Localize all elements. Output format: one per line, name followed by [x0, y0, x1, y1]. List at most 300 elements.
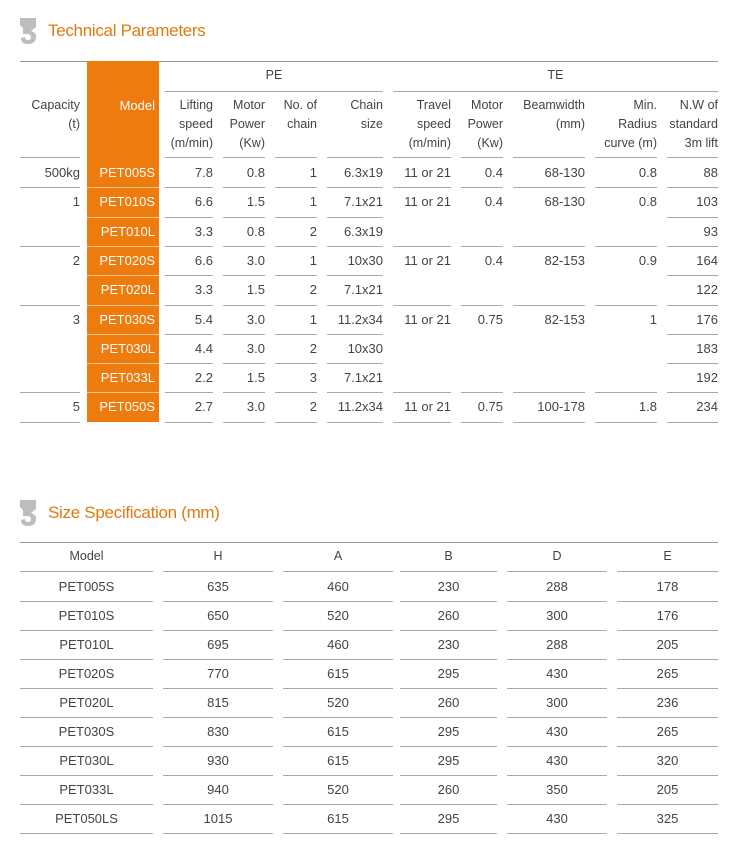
- row-divider: [163, 746, 273, 747]
- row-divider: [400, 746, 497, 747]
- cell-value: 615: [327, 811, 349, 826]
- row-divider: [275, 422, 317, 423]
- cell-value: 288: [546, 637, 568, 652]
- row-divider: [400, 688, 497, 689]
- column-header-pe-motor-power: Motor: [233, 98, 265, 112]
- column-header-te-motor-power: Power: [467, 117, 503, 131]
- cell-model: PET010L: [100, 223, 155, 239]
- model-divider: [87, 334, 159, 335]
- cell-model: PET050S: [99, 399, 155, 415]
- column-header-te-motor-power: (Kw): [477, 136, 503, 150]
- row-divider: [20, 422, 80, 423]
- column-header-min-radius: Min.: [633, 98, 657, 112]
- cell-chain-size: 7.1x21: [343, 194, 383, 210]
- cell-chain-size: 6.3x19: [343, 165, 383, 180]
- cell-model: PET033L: [59, 782, 114, 797]
- column-header-nw: standard: [669, 117, 718, 131]
- cell-value: 265: [656, 724, 679, 739]
- cell-model: PET010S: [99, 194, 155, 210]
- row-divider: [667, 275, 718, 276]
- cell-nw: 192: [696, 370, 718, 386]
- row-divider: [617, 688, 718, 689]
- cell-no-of-chain: 3: [309, 370, 317, 386]
- row-divider: [163, 688, 273, 689]
- cell-chain-size: 10x30: [347, 252, 383, 268]
- cell-chain-size: 7.1x21: [343, 370, 383, 386]
- row-divider: [513, 305, 585, 306]
- cell-model: PET010L: [59, 637, 114, 652]
- cell-value: 350: [546, 782, 568, 797]
- cell-value: 288: [546, 579, 568, 594]
- model-divider: [87, 363, 159, 364]
- cell-pe-motor-power: 3.0: [246, 252, 265, 268]
- row-divider: [667, 422, 718, 423]
- column-header-h: H: [213, 549, 223, 563]
- cell-pe-motor-power: 0.8: [246, 223, 265, 239]
- row-divider: [327, 422, 383, 423]
- row-divider: [163, 833, 273, 834]
- cell-value: 176: [656, 608, 679, 623]
- cell-value: 320: [656, 753, 679, 768]
- group-divider: [393, 91, 718, 92]
- row-divider: [400, 833, 497, 834]
- cell-value: 295: [437, 666, 460, 681]
- row-divider: [165, 217, 213, 218]
- cell-model: PET050LS: [55, 811, 118, 826]
- header-divider: [461, 157, 503, 158]
- row-divider: [275, 363, 317, 364]
- header-divider: [163, 571, 273, 572]
- column-header-travel-speed: (m/min): [408, 136, 451, 150]
- cell-capacity: 500kg: [44, 165, 80, 180]
- cell-nw: 183: [696, 340, 718, 356]
- hook-icon: [18, 18, 38, 44]
- cell-model: PET030S: [58, 724, 115, 739]
- row-divider: [283, 746, 393, 747]
- row-divider: [165, 246, 213, 247]
- header-divider: [20, 571, 153, 572]
- cell-value: 260: [437, 695, 460, 710]
- cell-nw: 93: [703, 223, 718, 239]
- cell-travel-speed: 11 or 21: [404, 165, 451, 180]
- cell-te-motor-power: 0.75: [477, 399, 503, 415]
- cell-lifting-speed: 7.8: [194, 165, 213, 180]
- cell-beamwidth: 68-130: [544, 194, 585, 210]
- row-divider: [223, 217, 265, 218]
- row-divider: [617, 833, 718, 834]
- row-divider: [667, 246, 718, 247]
- row-divider: [507, 775, 607, 776]
- column-header-chain-size: Chain: [350, 98, 383, 112]
- cell-chain-size: 7.1x21: [343, 282, 383, 298]
- column-header-capacity: Capacity: [31, 98, 80, 112]
- header-divider: [400, 571, 497, 572]
- header-divider: [617, 571, 718, 572]
- cell-chain-size: 10x30: [347, 340, 383, 356]
- cell-value: 520: [327, 608, 349, 623]
- cell-value: 325: [656, 811, 679, 826]
- row-divider: [223, 187, 265, 188]
- row-divider: [393, 392, 451, 393]
- row-divider: [283, 688, 393, 689]
- cell-value: 460: [327, 579, 349, 594]
- header-divider: [595, 157, 657, 158]
- cell-min-radius: 0.8: [638, 165, 657, 180]
- cell-chain-size: 11.2x34: [337, 399, 383, 415]
- cell-value: 770: [207, 666, 229, 681]
- row-divider: [223, 305, 265, 306]
- cell-travel-speed: 11 or 21: [404, 194, 451, 210]
- column-header-min-radius: curve (m): [604, 136, 657, 150]
- cell-capacity: 1: [72, 194, 80, 210]
- column-header-b: B: [444, 549, 453, 563]
- header-divider: [507, 571, 607, 572]
- row-divider: [617, 775, 718, 776]
- cell-value: 260: [437, 608, 460, 623]
- model-divider: [87, 392, 159, 393]
- row-divider: [595, 392, 657, 393]
- row-divider: [165, 305, 213, 306]
- header-divider: [513, 157, 585, 158]
- technical-parameters-heading: [18, 18, 205, 44]
- row-divider: [507, 717, 607, 718]
- cell-value: 815: [207, 695, 229, 710]
- cell-value: 295: [437, 753, 460, 768]
- cell-pe-motor-power: 3.0: [246, 340, 265, 356]
- row-divider: [163, 775, 273, 776]
- row-divider: [461, 246, 503, 247]
- row-divider: [283, 833, 393, 834]
- header-divider: [667, 157, 718, 158]
- row-divider: [20, 601, 153, 602]
- cell-lifting-speed: 4.4: [194, 340, 213, 356]
- row-divider: [223, 246, 265, 247]
- cell-model: PET010S: [58, 608, 115, 623]
- column-header-lifting-speed: speed: [178, 117, 213, 131]
- column-header-min-radius: Radius: [618, 117, 657, 131]
- row-divider: [20, 187, 80, 188]
- row-divider: [393, 187, 451, 188]
- row-divider: [275, 246, 317, 247]
- row-divider: [165, 392, 213, 393]
- column-header-nw: 3m lift: [684, 136, 718, 150]
- row-divider: [163, 717, 273, 718]
- row-divider: [507, 630, 607, 631]
- cell-beamwidth: 68-130: [544, 165, 585, 180]
- row-divider: [20, 717, 153, 718]
- row-divider: [165, 275, 213, 276]
- cell-value: 615: [327, 666, 349, 681]
- cell-value: 430: [546, 753, 568, 768]
- row-divider: [283, 601, 393, 602]
- cell-lifting-speed: 3.3: [194, 282, 213, 298]
- column-header-pe-motor-power: Power: [229, 117, 265, 131]
- row-divider: [20, 833, 153, 834]
- row-divider: [513, 392, 585, 393]
- cell-value: 205: [656, 637, 679, 652]
- row-divider: [163, 659, 273, 660]
- row-divider: [327, 363, 383, 364]
- row-divider: [617, 601, 718, 602]
- cell-pe-motor-power: 1.5: [246, 370, 265, 386]
- size-specification-heading: [18, 500, 220, 526]
- cell-value: 615: [327, 724, 349, 739]
- row-divider: [507, 688, 607, 689]
- cell-pe-motor-power: 1.5: [246, 282, 265, 298]
- row-divider: [461, 422, 503, 423]
- column-header-a: A: [333, 549, 343, 563]
- cell-nw: 176: [696, 311, 718, 327]
- row-divider: [275, 217, 317, 218]
- cell-value: 265: [656, 666, 679, 681]
- row-divider: [283, 717, 393, 718]
- row-divider: [617, 717, 718, 718]
- cell-model: PET020L: [59, 695, 114, 710]
- model-divider: [87, 246, 159, 247]
- cell-beamwidth: 82-153: [544, 311, 585, 327]
- cell-value: 635: [207, 579, 229, 594]
- row-divider: [283, 775, 393, 776]
- row-divider: [393, 246, 451, 247]
- cell-model: PET005S: [58, 579, 115, 594]
- cell-model: PET030S: [99, 311, 155, 327]
- column-header-no-of-chain: No. of: [283, 98, 317, 112]
- cell-pe-motor-power: 3.0: [246, 399, 265, 415]
- cell-value: 430: [546, 724, 568, 739]
- row-divider: [667, 305, 718, 306]
- row-divider: [400, 630, 497, 631]
- cell-te-motor-power: 0.4: [484, 165, 503, 180]
- row-divider: [617, 659, 718, 660]
- header-divider: [165, 157, 213, 158]
- row-divider: [223, 334, 265, 335]
- cell-value: 260: [437, 782, 460, 797]
- cell-value: 695: [207, 637, 229, 652]
- cell-value: 615: [327, 753, 349, 768]
- cell-no-of-chain: 2: [309, 340, 317, 356]
- row-divider: [20, 305, 80, 306]
- column-header-chain-size: size: [360, 117, 383, 131]
- row-divider: [595, 305, 657, 306]
- row-divider: [223, 275, 265, 276]
- row-divider: [20, 630, 153, 631]
- cell-value: 236: [656, 695, 679, 710]
- cell-value: 430: [546, 811, 568, 826]
- header-divider: [275, 157, 317, 158]
- hook-icon: [18, 500, 38, 526]
- cell-value: 430: [546, 666, 568, 681]
- cell-value: 230: [437, 579, 460, 594]
- cell-lifting-speed: 6.6: [194, 252, 213, 268]
- cell-model: PET020L: [100, 282, 155, 298]
- cell-min-radius: 0.9: [638, 252, 657, 268]
- cell-capacity: 5: [72, 399, 80, 415]
- row-divider: [20, 688, 153, 689]
- row-divider: [327, 305, 383, 306]
- row-divider: [223, 422, 265, 423]
- row-divider: [163, 630, 273, 631]
- column-header-beamwidth: Beamwidth: [523, 98, 585, 112]
- row-divider: [275, 305, 317, 306]
- section-title: Size Specification (mm): [48, 503, 220, 522]
- row-divider: [283, 804, 393, 805]
- cell-no-of-chain: 1: [309, 165, 317, 180]
- row-divider: [165, 422, 213, 423]
- column-header-nw: N.W of: [679, 98, 718, 112]
- cell-no-of-chain: 1: [309, 252, 317, 268]
- cell-value: 1015: [203, 811, 233, 826]
- cell-value: 295: [437, 724, 460, 739]
- model-divider: [87, 187, 159, 188]
- cell-pe-motor-power: 1.5: [246, 194, 265, 210]
- row-divider: [507, 601, 607, 602]
- cell-nw: 122: [696, 282, 718, 298]
- column-header-beamwidth: (mm): [555, 117, 585, 131]
- cell-model: PET033L: [100, 370, 155, 386]
- cell-value: 930: [207, 753, 229, 768]
- cell-beamwidth: 82-153: [544, 252, 585, 268]
- row-divider: [165, 334, 213, 335]
- row-divider: [667, 334, 718, 335]
- table-top-border: [20, 542, 718, 543]
- group-header-te: TE: [547, 68, 564, 82]
- cell-no-of-chain: 2: [309, 399, 317, 415]
- row-divider: [327, 217, 383, 218]
- cell-travel-speed: 11 or 21: [404, 252, 451, 268]
- cell-chain-size: 6.3x19: [343, 223, 383, 239]
- cell-lifting-speed: 3.3: [194, 223, 213, 239]
- row-divider: [513, 246, 585, 247]
- cell-value: 940: [207, 782, 229, 797]
- cell-nw: 103: [696, 194, 718, 210]
- column-header-travel-speed: speed: [416, 117, 451, 131]
- column-header-d: D: [552, 549, 562, 563]
- row-divider: [20, 659, 153, 660]
- group-divider: [165, 91, 383, 92]
- row-divider: [400, 717, 497, 718]
- cell-beamwidth: 100-178: [537, 399, 585, 415]
- cell-travel-speed: 11 or 21: [404, 311, 451, 327]
- row-divider: [223, 363, 265, 364]
- cell-chain-size: 11.2x34: [337, 311, 383, 327]
- row-divider: [617, 804, 718, 805]
- row-divider: [275, 334, 317, 335]
- row-divider: [507, 833, 607, 834]
- column-header-e: E: [663, 549, 672, 563]
- row-divider: [667, 217, 718, 218]
- model-column-highlight: [87, 61, 159, 422]
- column-header-te-motor-power: Motor: [471, 98, 503, 112]
- row-divider: [461, 187, 503, 188]
- cell-nw: 234: [696, 399, 718, 415]
- cell-value: 300: [546, 695, 568, 710]
- row-divider: [275, 392, 317, 393]
- cell-model: PET020S: [58, 666, 115, 681]
- model-divider: [87, 305, 159, 306]
- cell-travel-speed: 11 or 21: [404, 399, 451, 415]
- cell-model: PET005S: [99, 165, 155, 180]
- row-divider: [513, 422, 585, 423]
- cell-value: 830: [207, 724, 229, 739]
- row-divider: [667, 187, 718, 188]
- row-divider: [667, 392, 718, 393]
- row-divider: [327, 392, 383, 393]
- row-divider: [595, 246, 657, 247]
- row-divider: [507, 804, 607, 805]
- row-divider: [163, 804, 273, 805]
- column-header-lifting-speed: Lifting: [179, 98, 213, 112]
- cell-value: 295: [437, 811, 460, 826]
- row-divider: [400, 601, 497, 602]
- row-divider: [393, 422, 451, 423]
- row-divider: [165, 363, 213, 364]
- row-divider: [20, 804, 153, 805]
- cell-value: 178: [656, 579, 679, 594]
- row-divider: [223, 392, 265, 393]
- header-divider: [20, 157, 80, 158]
- cell-value: 230: [437, 637, 460, 652]
- row-divider: [595, 187, 657, 188]
- cell-no-of-chain: 2: [309, 223, 317, 239]
- column-header-travel-speed: Travel: [416, 98, 451, 112]
- cell-lifting-speed: 2.7: [194, 399, 213, 415]
- cell-no-of-chain: 1: [309, 311, 317, 327]
- cell-te-motor-power: 0.75: [477, 311, 503, 327]
- row-divider: [393, 305, 451, 306]
- cell-model: PET030L: [59, 753, 114, 768]
- cell-nw: 164: [696, 252, 718, 268]
- cell-value: 460: [327, 637, 349, 652]
- cell-te-motor-power: 0.4: [484, 252, 503, 268]
- cell-capacity: 3: [72, 311, 80, 327]
- row-divider: [327, 275, 383, 276]
- cell-min-radius: 0.8: [638, 194, 657, 210]
- header-divider: [283, 571, 393, 572]
- row-divider: [327, 334, 383, 335]
- cell-value: 650: [207, 608, 229, 623]
- cell-value: 205: [656, 782, 679, 797]
- column-header-model: Model: [119, 98, 155, 113]
- row-divider: [507, 659, 607, 660]
- row-divider: [20, 246, 80, 247]
- cell-te-motor-power: 0.4: [484, 194, 503, 210]
- row-divider: [617, 630, 718, 631]
- row-divider: [275, 275, 317, 276]
- cell-lifting-speed: 5.4: [194, 311, 213, 327]
- cell-pe-motor-power: 0.8: [246, 165, 265, 180]
- row-divider: [20, 775, 153, 776]
- row-divider: [507, 746, 607, 747]
- row-divider: [400, 775, 497, 776]
- cell-no-of-chain: 2: [309, 282, 317, 298]
- column-header-model: Model: [69, 549, 104, 563]
- header-divider: [327, 157, 383, 158]
- cell-min-radius: 1: [649, 311, 657, 327]
- column-header-no-of-chain: chain: [287, 117, 317, 131]
- row-divider: [163, 601, 273, 602]
- header-divider: [223, 157, 265, 158]
- row-divider: [461, 305, 503, 306]
- model-divider: [87, 217, 159, 218]
- cell-model: PET030L: [100, 340, 155, 356]
- row-divider: [513, 187, 585, 188]
- cell-min-radius: 1.8: [638, 399, 657, 415]
- row-divider: [617, 746, 718, 747]
- column-header-pe-motor-power: (Kw): [239, 136, 265, 150]
- cell-no-of-chain: 1: [309, 194, 317, 210]
- cell-capacity: 2: [72, 252, 80, 268]
- section-title: Technical Parameters: [48, 21, 206, 40]
